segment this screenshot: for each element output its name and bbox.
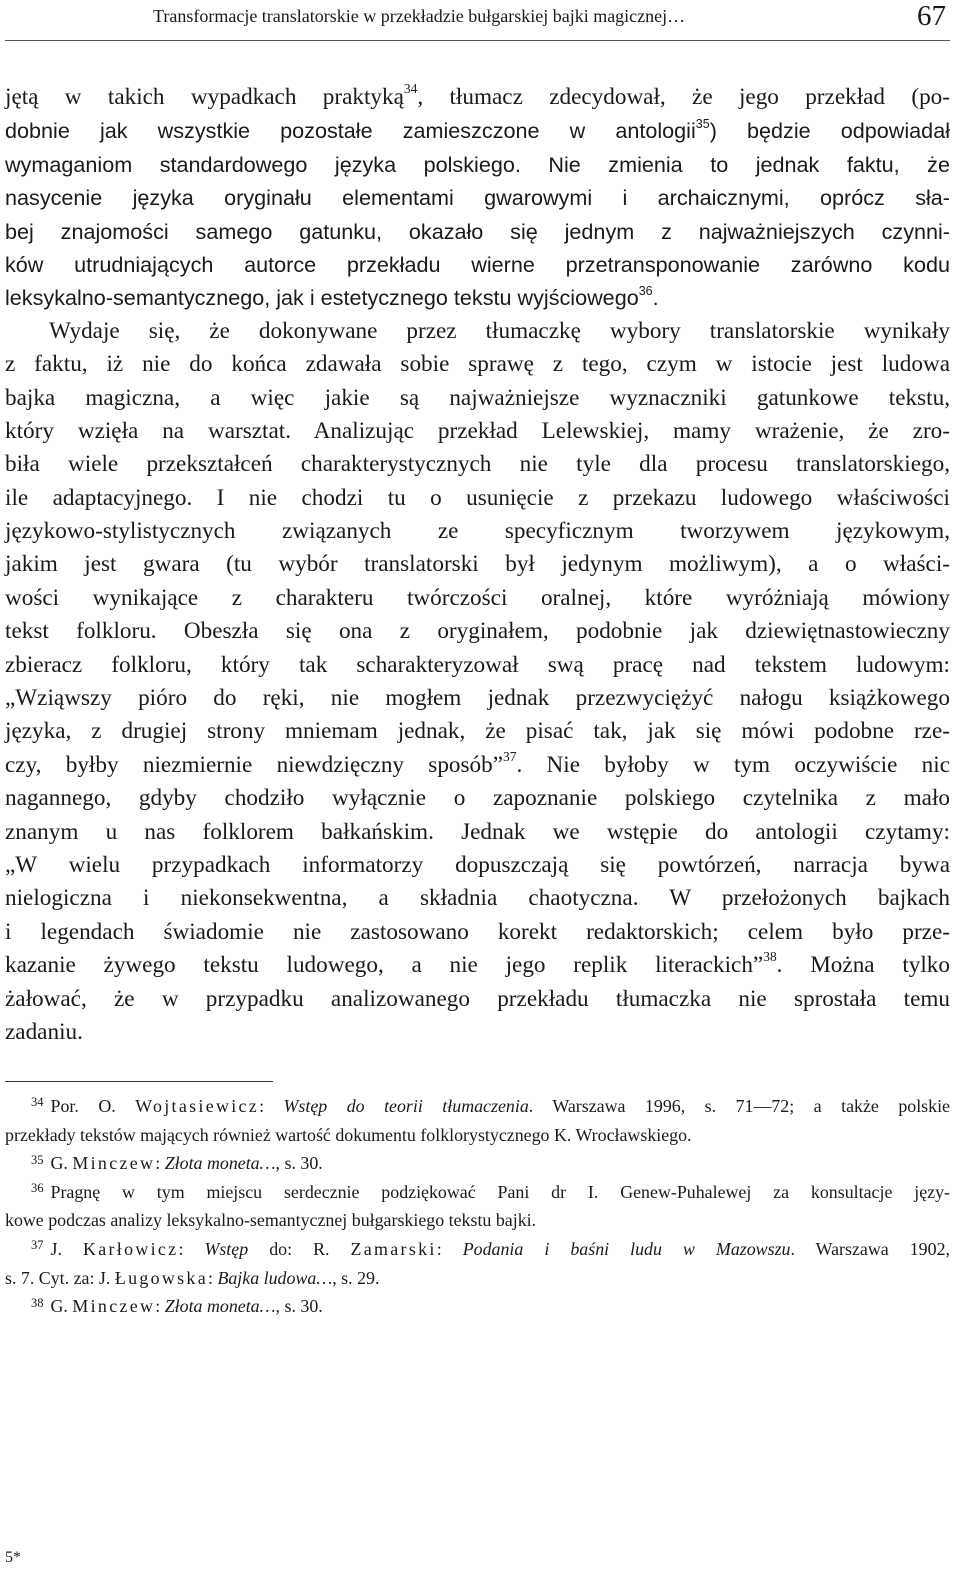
text-line: nasycenie języka oryginału elementami gwarowymi i archaicznymi, oprócz sła- [5,185,950,211]
text-line: nielogiczna i niekonsekwentna, a składnia chaotyczna. W przełożonych bajkach [5,885,950,912]
footnote-ref: 34 [403,81,418,97]
text-line: znanym u nas folklorem bałkańskim. Jednak we wstępie do antologii czytamy: [5,818,950,845]
footnote-separator [5,1081,273,1082]
text-line: leksykalno-semantycznego, jak i estetycznego tekstu wyjściowego$^{36}$. [5,284,659,311]
text-line: jakim jest gwara (tu wybór translatorski był jedynym możliwym), a o właści- [5,551,950,578]
footnote-34-cont: przekłady tekstów mających również wartość dokumentu folklorystycznego K. Wrocławskiego. [5,1124,692,1145]
running-title: Transformacje translatorskie w przekładzie bułgarskiej bajki magicznej… [153,6,686,26]
text-line: i legendach świadomie nie zastosowano korekt redaktorskich; celem było prze- [5,918,950,945]
text-line: ile adaptacyjnego. I nie chodzi tu o usunięcie z przekazu ludowego właściwości [5,484,950,511]
text-line: bej znajomości samego gatunku, okazało się jednym z najważniejszych czynni- [5,218,950,244]
footnote-ref: 38 [763,949,777,965]
text-line: językowo-stylistycznych związanych ze specyficznym tworzywem językowym, [5,518,950,545]
text-line: tekst folkloru. Obeszła się ona z oryginałem, podobnie jak dziewiętnastowieczny [5,618,950,645]
footnote-38: $^{38}$ G. Minczew: Złota moneta…, s. 30. [31,1295,323,1317]
text-line: ków utrudniających autorce przekładu wierne przetransponowanie zarówno kodu [5,251,950,277]
text-line: biła wiele przekształceń charakterystycznych nie tyle dla procesu translatorskiego, [5,451,950,478]
text-line: wości wynikające z charakteru twórczości oralnej, które wyróżniają mówiony [5,584,950,611]
footnote-ref: 36 [638,284,653,299]
footnote-ref: 35 [695,117,710,132]
text-line: Wydaje się, że dokonywane przez tłumaczkę wybory translatorskie wynikały [49,317,950,344]
text-line: zadaniu. [5,1018,83,1045]
main-text [5,81,950,1049]
text-line: bajka magiczna, a więc jakie są najważniejsze wyznaczniki gatunkowe tekstu, [5,384,950,411]
text-line: „Wziąwszy pióro do ręki, nie mogłem jednak przezwyciężyć nałogu książkowego [5,685,950,712]
running-header [5,0,950,41]
footnote-36: $^{36}$ Pragnę w tym miejscu serdecznie podziękować Pani dr I. Genew-Puhalewej za konsultacje języ- [31,1181,950,1202]
text-line: zbieracz folkloru, który tak scharakteryzował swą pracę nad tekstem ludowym: [5,651,950,678]
text-line: żałować, że w przypadku analizowanego przekładu tłumaczka nie sprostała temu [5,985,950,1012]
text-line: z faktu, iż nie do końca zdawała sobie sprawę z tego, czym w istocie jest ludowa [5,351,950,378]
footnote-ref: 37 [503,749,517,765]
footnote-34: $^{34}$ Por. O. Wojtasiewicz: Wstęp do teorii tłumaczenia. Warszawa 1996, s. 71—72; a także polskie [31,1095,950,1116]
text-line: „W wielu przypadkach informatorzy dopuszczają się powtórzeń, narracja bywa [5,851,950,878]
text-line: nagannego, gdyby chodziło wyłącznie o zapoznanie polskiego czytelnika z mało [5,785,950,812]
text-line: kazanie żywego tekstu ludowego, a nie jego replik literackich”$^{38}$. Można tylko [5,949,950,979]
page-number: 67 [917,0,946,32]
text-line: czy, byłby niezmiernie niewdzięczny sposób”$^{37}$. Nie byłoby w tym oczywiście nic [5,749,950,778]
text-line: wymaganiom standardowego języka polskiego. Nie zmienia to jednak faktu, że [5,151,950,177]
text-line: który wzięła na warsztat. Analizując przekład Lelewskiej, mamy wrażenie, że zro- [5,417,950,444]
text-line: dobnie jak wszystkie pozostałe zamieszczone w antologii$^{35}$) będzie odpowiadał [5,117,950,144]
text-line: języka, z drugiej strony mniemam jednak, że pisać tak, jak się mówi podobne rze- [5,718,950,745]
footnote-37-cont: s. 7. Cyt. za: J. Ługowska: Bajka ludowa…, s. 29. [5,1267,380,1288]
footnotes [5,1092,950,1321]
footnote-36-cont: kowe podczas analizy leksykalno-semantycznej bułgarskiego tekstu bajki. [5,1210,537,1231]
footnote-37: $^{37}$ J. Karłowicz: Wstęp do: R. Zamarski: Podania i baśni ludu w Mazowszu. Warszawa 1902, [31,1238,950,1259]
footnote-35: $^{35}$ G. Minczew: Złota moneta…, s. 30. [31,1152,323,1174]
text-line: jętą w takich wypadkach praktyką$^{34}$, tłumacz zdecydował, że jego przekład (po- [5,81,950,110]
sheet-signature: 5* [5,1549,21,1566]
